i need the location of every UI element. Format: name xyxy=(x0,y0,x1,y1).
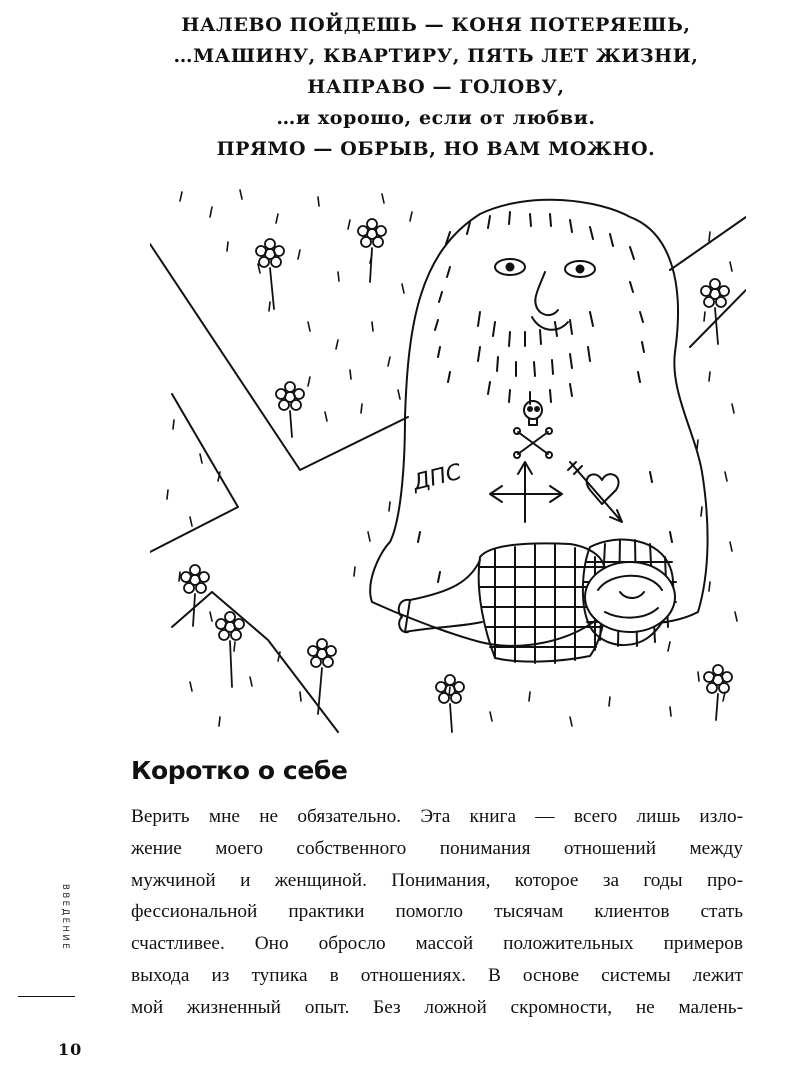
body-line: жение моего собственного понимания отношений между xyxy=(131,837,743,859)
epigraph-line: НАЛЕВО ПОЙДЕШЬ — КОНЯ ПОТЕРЯЕШЬ, xyxy=(181,14,691,36)
body-text xyxy=(131,801,743,1024)
arrow-heart-icon xyxy=(568,462,622,522)
body-line: Верить мне не обязательно. Эта книга — всего лишь изло- xyxy=(131,806,743,827)
epigraph-line: …МАШИНУ, КВАРТИРУ, ПЯТЬ ЛЕТ ЖИЗНИ, xyxy=(173,45,699,67)
stone-inscription: ДПС xyxy=(410,459,465,496)
epigraph-line: …и хорошо, если от любви. xyxy=(276,107,596,129)
body-line: мужчиной и женщиной. Понимания, которое за годы про- xyxy=(131,869,743,891)
epigraph xyxy=(130,10,742,165)
arrow-cross-icon xyxy=(490,462,562,522)
body-line: фессиональной практики помогло тысячам клиентов стать xyxy=(131,901,743,923)
chapter-side-label-text: ВВЕДЕНИЕ xyxy=(60,884,70,952)
side-rule xyxy=(18,996,75,997)
section-heading: Коротко о себе xyxy=(131,756,348,785)
chapter-side-label xyxy=(50,878,80,958)
body-line: выхода из тупика в отношениях. В основе системы лежит xyxy=(131,964,743,986)
body-line: счастливее. Оно обросло массой положительных примеров xyxy=(131,933,743,955)
epigraph-line: ПРЯМО — ОБРЫВ, НО ВАМ МОЖНО. xyxy=(216,138,656,160)
page-number: 10 xyxy=(58,1040,83,1059)
skull-icon xyxy=(524,401,542,425)
epigraph-line: НАПРАВО — ГОЛОВУ, xyxy=(307,76,565,98)
illustration xyxy=(150,172,746,734)
body-line: мой жизненный опыт. Без ложной скромности, не малень- xyxy=(131,996,743,1018)
grass-strokes xyxy=(167,190,737,726)
crossbones-icon xyxy=(514,428,552,458)
